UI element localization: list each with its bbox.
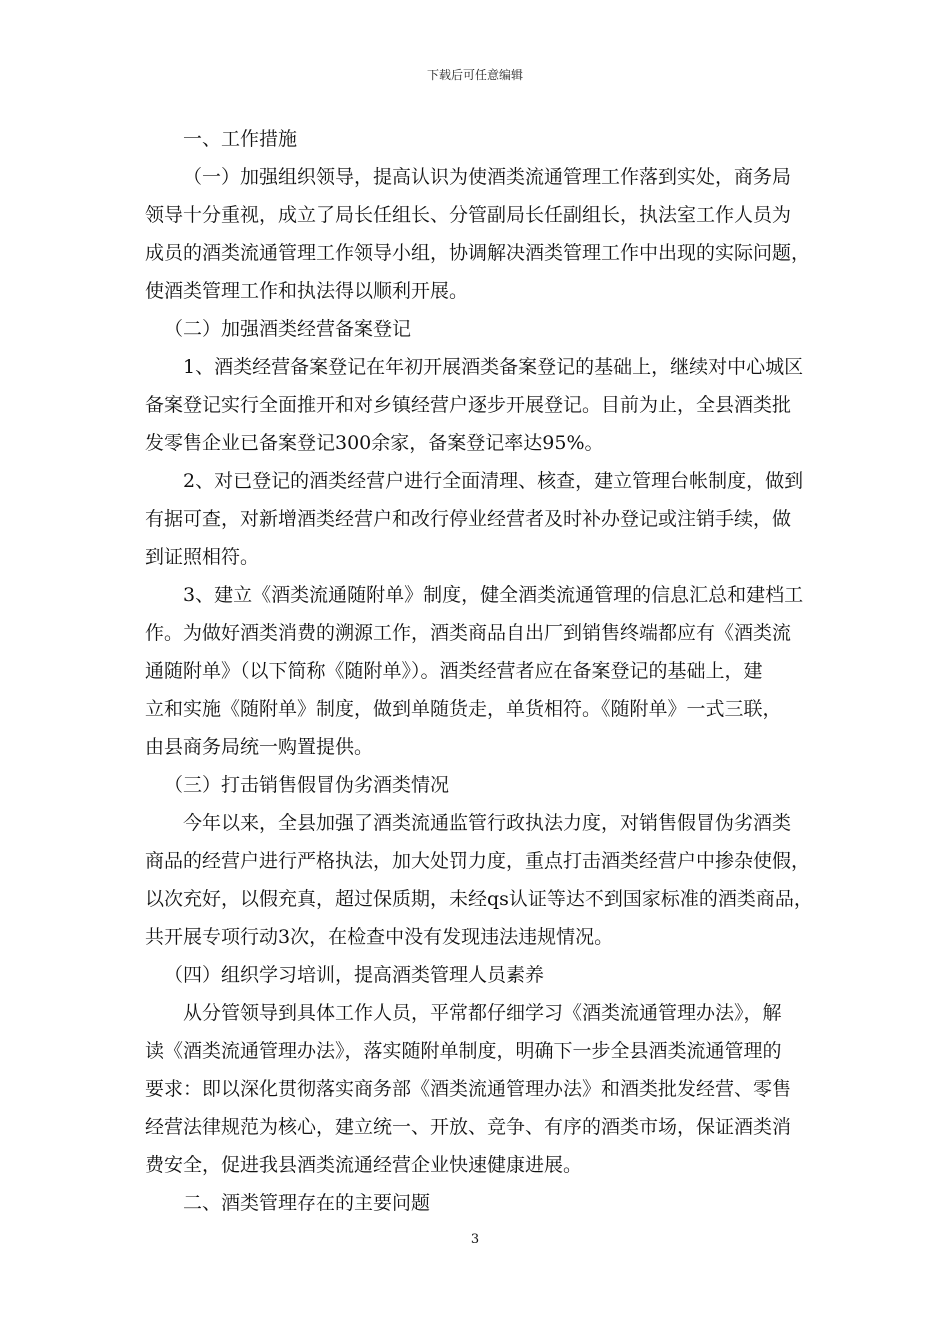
paragraph-line: 以次充好，以假充真，超过保质期，未经qs认证等达不到国家标准的酒类商品， <box>145 888 813 910</box>
paragraph-line: 经营法律规范为核心，建立统一、开放、竞争、有序的酒类市场，保证酒类消 <box>145 1116 792 1138</box>
paragraph-line: 作。为做好酒类消费的溯源工作，酒类商品自出厂到销售终端都应有《酒类流 <box>145 622 792 644</box>
paragraph-line: 从分管领导到具体工作人员，平常都仔细学习《酒类流通管理办法》，解 <box>183 1002 782 1024</box>
subsection-heading: （四）组织学习培训，提高酒类管理人员素养 <box>164 964 545 986</box>
paragraph-line: 要求：即以深化贯彻落实商务部《酒类流通管理办法》和酒类批发经营、零售 <box>145 1078 792 1100</box>
paragraph-line: 到证照相符。 <box>145 546 260 568</box>
paragraph-line: 今年以来，全县加强了酒类流通监管行政执法力度，对销售假冒伪劣酒类 <box>183 812 792 834</box>
paragraph-line: 使酒类管理工作和执法得以顺利开展。 <box>145 280 469 302</box>
document-body <box>145 120 813 1222</box>
paragraph-line: 1、酒类经营备案登记在年初开展酒类备案登记的基础上，继续对中心城区 <box>183 356 804 378</box>
subsection-heading: （三）打击销售假冒伪劣酒类情况 <box>164 774 450 796</box>
paragraph-line: 通随附单》（以下简称《随附单》）。酒类经营者应在备案登记的基础上，建 <box>145 660 763 682</box>
subsection-heading: （二）加强酒类经营备案登记 <box>164 318 412 340</box>
paragraph-line: 费安全，促进我县酒类流通经营企业快速健康进展。 <box>145 1154 583 1176</box>
paragraph-line: 读《酒类流通管理办法》，落实随附单制度，明确下一步全县酒类流通管理的 <box>145 1040 782 1062</box>
section-heading: 一、工作措施 <box>183 128 298 150</box>
paragraph-line: 由县商务局统一购置提供。 <box>145 736 374 758</box>
paragraph-line: 备案登记实行全面推开和对乡镇经营户逐步开展登记。目前为止，全县酒类批 <box>145 394 792 416</box>
paragraph-line: 有据可查，对新增酒类经营户和改行停业经营者及时补办登记或注销手续，做 <box>145 508 792 530</box>
paragraph-line: 领导十分重视，成立了局长任组长、分管副局长任副组长，执法室工作人员为 <box>145 204 792 226</box>
paragraph-line: 2、对已登记的酒类经营户进行全面清理、核查，建立管理台帐制度，做到 <box>183 470 804 492</box>
page-header: 下载后可任意编辑 <box>426 68 523 82</box>
paragraph-line: 成员的酒类流通管理工作领导小组，协调解决酒类管理工作中出现的实际问题， <box>145 242 811 264</box>
paragraph-line: 3、建立《酒类流通随附单》制度，健全酒类流通管理的信息汇总和建档工 <box>183 584 804 606</box>
paragraph-line: 商品的经营户进行严格执法，加大处罚力度，重点打击酒类经营户中掺杂使假， <box>145 850 811 872</box>
section-heading: 二、酒类管理存在的主要问题 <box>183 1192 431 1214</box>
page-number: 3 <box>470 1232 480 1247</box>
paragraph-line: （一）加强组织领导，提高认识为使酒类流通管理工作落到实处，商务局 <box>183 166 792 188</box>
paragraph-line: 发零售企业已备案登记300余家，备案登记率达95%。 <box>145 432 604 454</box>
paragraph-line: 共开展专项行动3次，在检查中没有发现违法违规情况。 <box>145 926 614 948</box>
paragraph-line: 立和实施《随附单》制度，做到单随货走，单货相符。《随附单》一式三联， <box>145 698 782 720</box>
